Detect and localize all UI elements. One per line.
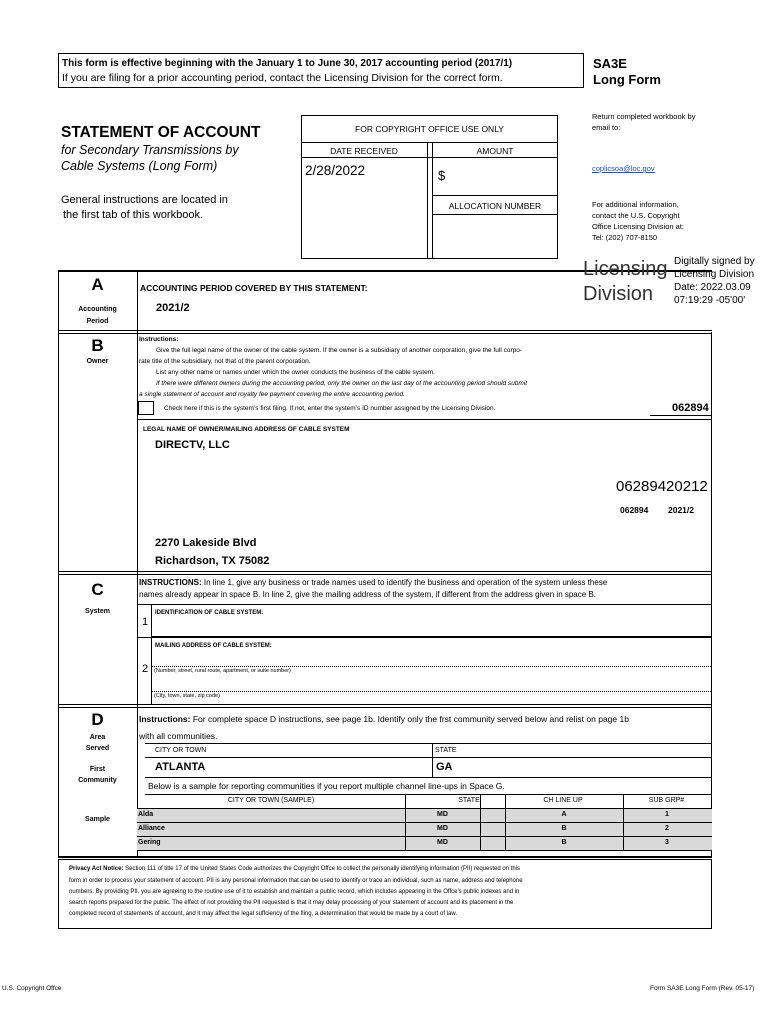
general-instructions-line2: the first tab of this workbook. xyxy=(63,209,204,221)
form-divider-rule xyxy=(137,270,138,856)
section-c-instructions-rest: In line 1, give any business or trade names used to identify the business and operation of the system unless these xyxy=(201,578,608,587)
sample-row-2-state: MD xyxy=(437,825,448,832)
sample-row-1-city: Alda xyxy=(138,811,154,818)
sample-row-2-sub: 2 xyxy=(665,825,669,832)
section-b-instructions-line4: If there were different owners during the accounting period, only the owner on the last day of the accounting period should submit xyxy=(156,380,528,387)
privacy-line1 xyxy=(69,866,520,872)
section-a-label-line1: Accounting xyxy=(78,306,117,313)
privacy-notice-rest: Section 111 of title 17 of the United States Code authorizes the Copyright Offce to collect the personally identifying information (PII) requested on this xyxy=(123,866,521,872)
sample-row-1-state: MD xyxy=(437,811,448,818)
section-b-instructions-line5: a single statement of account and royalty fee payment covering the entire accounting period. xyxy=(139,391,405,398)
section-b-letter: B xyxy=(91,336,104,355)
section-d-letter: D xyxy=(91,710,104,729)
return-info-line2: email to: xyxy=(592,123,621,132)
sample-note: Below is a sample for reporting communities if you report multiple channel line-ups in Space G. xyxy=(148,781,505,791)
form-bottom-rule xyxy=(58,856,712,858)
amount-value: $ xyxy=(438,168,446,183)
legal-name-label: LEGAL NAME OF OWNER/MAILING ADDRESS OF CABLE SYSTEM xyxy=(143,426,350,433)
sample-row-2-city: Alliance xyxy=(138,825,165,832)
signature-text-line4: 07:19:29 -05'00' xyxy=(674,295,746,306)
effective-notice-line2: If you are filing for a prior accounting period, contact the Licensing Division for the correct form. xyxy=(62,72,503,84)
system-line2-number: 2 xyxy=(142,663,149,675)
section-d-instructions-line1 xyxy=(139,714,629,724)
privacy-line2: form in order to process your statement of account. PII is any personal information that can be used to identify or trace an individual, such as name, address and telephone xyxy=(69,878,523,884)
mailing-address-label: MAILING ADDRESS OF CABLE SYSTEM: xyxy=(155,643,272,649)
owner-address-line1: 2270 Lakeside Blvd xyxy=(155,537,257,549)
first-community-city[interactable]: ATLANTA xyxy=(155,761,206,773)
sample-row-3-state: MD xyxy=(437,839,448,846)
accounting-period-value: 2021/2 xyxy=(156,302,190,314)
sample-row-1-sub: 1 xyxy=(665,811,669,818)
additional-info-line1: For additional information, xyxy=(592,200,679,209)
section-b-label: Owner xyxy=(86,358,109,365)
signature-text-line3: Date: 2022.03.09 xyxy=(674,282,751,293)
general-instructions-line1: General instructions are located in xyxy=(61,194,228,206)
additional-info-tel: Tel: (202) 707-8150 xyxy=(592,233,658,242)
page-subtitle-line2: Cable Systems (Long Form) xyxy=(61,159,218,173)
section-d-label-area: Area xyxy=(89,734,106,741)
city-town-label: CITY OR TOWN xyxy=(155,747,207,754)
owner-address-line2: Richardson, TX 75082 xyxy=(155,555,270,567)
office-use-box xyxy=(301,115,558,259)
owner-code-big: 06289420212 xyxy=(616,478,708,495)
section-c-instructions-bold: INSTRUCTIONS: xyxy=(139,578,202,587)
amount-label: AMOUNT xyxy=(476,146,514,156)
date-received-value: 2/28/2022 xyxy=(305,163,366,178)
signature-name-line1: Licensing xyxy=(583,258,668,280)
privacy-line3: numbers. By providing PII, you are agreeing to the routine use of it to establish and maintain a public record, which includes appearing in the Offce’s public indexes and in xyxy=(69,889,520,895)
state-label: STATE xyxy=(435,747,457,754)
privacy-line4: search reports prepared for the public. The effect of not providing the PII requested is that it may delay processing of your statement of account and its placement in the xyxy=(69,900,514,906)
privacy-line5: completed record of statements of account, and it may affect the legal suffciency of the fling, a determination that would be made by a court of law. xyxy=(69,911,457,917)
first-filing-checkbox[interactable] xyxy=(138,401,154,415)
form-name: Long Form xyxy=(593,72,661,87)
section-b-instructions-line1: Give the full legal name of the owner of the cable system. If the owner is a subsidiary of another corporation, give the full corpo- xyxy=(156,347,522,354)
section-a-label-line2: Period xyxy=(86,318,109,325)
return-info-line1: Return completed workbook by xyxy=(592,112,696,121)
section-d-label-first: First xyxy=(89,766,106,773)
owner-name: DIRECTV, LLC xyxy=(155,439,230,451)
section-d-label-served: Served xyxy=(85,745,110,752)
sample-row-2-ch: B xyxy=(561,825,567,832)
section-d-label-community: Community xyxy=(78,777,117,784)
street-note: (Number, street, rural route, apartment, or suite number) xyxy=(154,668,291,674)
mailing-street-field[interactable] xyxy=(151,652,711,666)
section-c-label: System xyxy=(85,608,110,615)
sample-row-1-ch: A xyxy=(561,811,567,818)
office-use-heading: FOR COPYRIGHT OFFICE USE ONLY xyxy=(355,124,504,134)
section-d-label-sample: Sample xyxy=(85,816,110,823)
section-b-instructions-heading: Instructions: xyxy=(139,336,179,343)
section-d-instructions-rest: For complete space D instructions, see page 1b. Identify only the frst community served below and relist on page 1b xyxy=(190,714,629,724)
signature-text-line1: Digitally signed by xyxy=(674,256,755,267)
accounting-period-heading: ACCOUNTING PERIOD COVERED BY THIS STATEMENT: xyxy=(140,283,368,293)
col-ch-header: CH LINE UP xyxy=(543,797,583,804)
section-c-instructions-line1 xyxy=(139,578,607,587)
section-d-instructions-bold: Instructions: xyxy=(139,714,191,724)
signature-name-line2: Division xyxy=(583,283,654,305)
section-d-instructions-line2: with all communities. xyxy=(139,731,218,741)
footer-left: U.S. Copyright Offce xyxy=(2,985,62,992)
page-subtitle-line1: for Secondary Transmissions by xyxy=(61,143,239,157)
sample-row-3-ch: B xyxy=(561,839,567,846)
first-community-state[interactable]: GA xyxy=(436,761,453,773)
privacy-notice-bold: Privacy Act Notice: xyxy=(69,866,124,872)
owner-code-id: 062894 xyxy=(620,505,649,515)
form-code: SA3E xyxy=(593,56,627,71)
system-id-number: 062894 xyxy=(672,402,709,414)
col-state-header: STATE xyxy=(458,797,480,804)
effective-notice-line1: This form is effective beginning with the January 1 to June 30, 2017 accounting period (2017/1) xyxy=(62,58,513,69)
return-email-link[interactable]: coplicsoa@loc.gov xyxy=(592,164,655,173)
identification-label: IDENTIFICATION OF CABLE SYSTEM: xyxy=(155,610,264,616)
signature-text-line2: Licensing Division xyxy=(674,269,755,280)
mailing-city-field[interactable] xyxy=(151,677,711,691)
footer-right: Form SA3E Long Form (Rev. 05-17) xyxy=(650,985,755,992)
section-b-instructions-line2: rate title of the subsidiary, not that of the parent corporation. xyxy=(139,358,311,365)
section-a-letter: A xyxy=(91,275,104,294)
col-sub-header: SUB GRP# xyxy=(648,797,685,804)
section-c-letter: C xyxy=(91,580,104,599)
additional-info-line2: contact the U.S. Copyright xyxy=(592,211,680,220)
sample-row-3-city: Gering xyxy=(138,839,161,846)
date-received-label: DATE RECEIVED xyxy=(330,146,398,156)
form-right-rule xyxy=(711,332,712,856)
section-c-instructions-line2: names already appear in space B. In line 2, give the mailing address of the system, if different from the address given in space B. xyxy=(139,590,596,599)
cable-system-name-field[interactable] xyxy=(151,620,711,637)
city-note: (City, town, state, zip code) xyxy=(154,693,220,699)
first-filing-check-text: Check here if this is the system’s first filing. If not, enter the system’s ID number assigned by the Licensing Division. xyxy=(164,405,496,412)
additional-info-line3: Office Licensing Division at: xyxy=(592,222,684,231)
page-title: STATEMENT OF ACCOUNT xyxy=(61,124,261,141)
system-line1-number: 1 xyxy=(142,616,149,628)
sample-row-3-sub: 3 xyxy=(665,839,669,846)
section-b-instructions-line3: List any other name or names under which the owner conducts the business of the cable system. xyxy=(156,369,435,376)
owner-code-period: 2021/2 xyxy=(668,505,694,515)
col-city-header: CITY OR TOWN (SAMPLE) xyxy=(227,797,315,804)
allocation-number-label: ALLOCATION NUMBER xyxy=(448,201,542,211)
